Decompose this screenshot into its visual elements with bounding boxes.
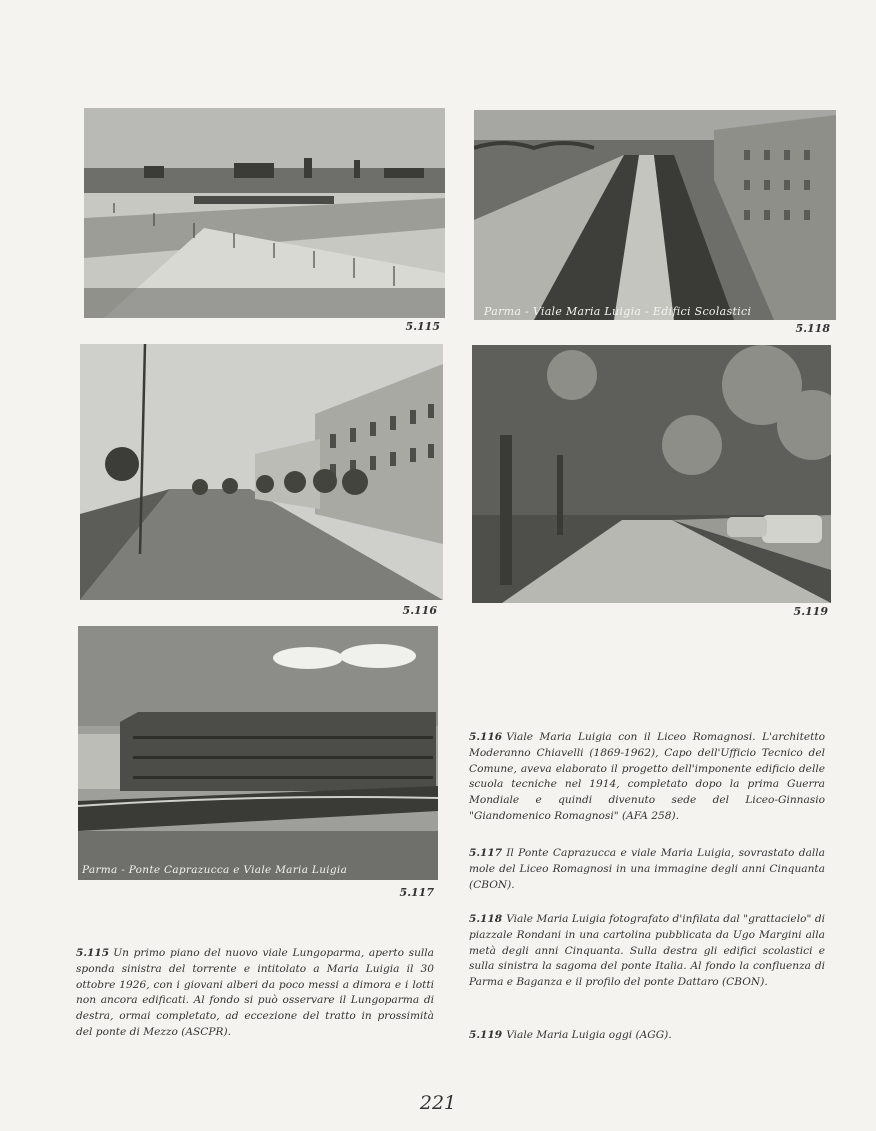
caption-text: Viale Maria Luigia fotografato d'infilata dal "grattacielo" di piazzale Rondani in una cartolina pubblicata da Ugo Margini alla metà degli anni Cinquanta. Sulla destra gli edifici scolastici e sulla sinistra la sagoma del ponte Italia. Al fondo la confluenza di Parma e Baganza e il profilo del ponte Dattaro (CBON). [469,913,825,989]
caption-number: 5.117 [469,847,503,859]
caption-5-115 [76,946,434,1041]
photo-5-115-image [84,108,445,318]
caption-5-117 [469,846,825,893]
photo-number: 5.119 [793,605,828,618]
photo-overlay-title: Parma - Viale Maria Luigia - Edifici Scolastici [484,305,752,318]
caption-5-118 [469,912,825,991]
photo-5-115 [84,108,445,318]
caption-text: Viale Maria Luigia con il Liceo Romagnosi. L'architetto Moderanno Chiavelli (1869-1962), Capo dell'Ufficio Tecnico del Comune, aveva elaborato il progetto dell'imponente edificio delle scuola tecniche nel 1914, completato dopo la prima Guerra Mondiale e quindi divenuto sede del Liceo-Ginnasio "Giandomenico Romagnosi" (AFA 258). [469,731,825,822]
caption-text: Viale Maria Luigia oggi (AGG). [506,1029,672,1041]
caption-number: 5.119 [469,1029,503,1041]
photo-5-118-image [474,110,836,320]
photo-number: 5.118 [795,322,830,335]
caption-number: 5.115 [76,947,110,959]
photo-5-116-image [80,344,443,600]
photo-number: 5.115 [405,320,440,333]
caption-text: Un primo piano del nuovo viale Lungoparma, aperto sulla sponda sinistra del torrente e intitolato a Maria Luigia il 30 ottobre 1926, con i giovani alberi da poco messi a dimora e i lotti non ancora edificati. Al fondo si può osservare il Lungoparma di destra, ormai completato, ad eccezione del tratto in prossimità del ponte di Mezzo (ASCPR). [76,947,434,1038]
photo-5-116 [80,344,443,600]
photo-5-118 [474,110,836,320]
photo-5-117-image [78,626,438,880]
caption-5-116 [469,730,825,825]
photo-number: 5.116 [402,604,437,617]
photo-5-117 [78,626,438,880]
caption-5-119 [469,1028,825,1044]
page-number: 221 [419,1092,457,1114]
photo-overlay-title: Parma - Ponte Caprazucca e Viale Maria Luigia [82,864,348,876]
photo-5-119-image [472,345,831,603]
caption-number: 5.118 [469,913,503,925]
photo-5-119 [472,345,831,603]
photo-number: 5.117 [399,886,434,899]
caption-text: Il Ponte Caprazucca e viale Maria Luigia, sovrastato dalla mole del Liceo Romagnosi in una immagine degli anni Cinquanta (CBON). [469,847,825,891]
caption-number: 5.116 [469,731,503,743]
